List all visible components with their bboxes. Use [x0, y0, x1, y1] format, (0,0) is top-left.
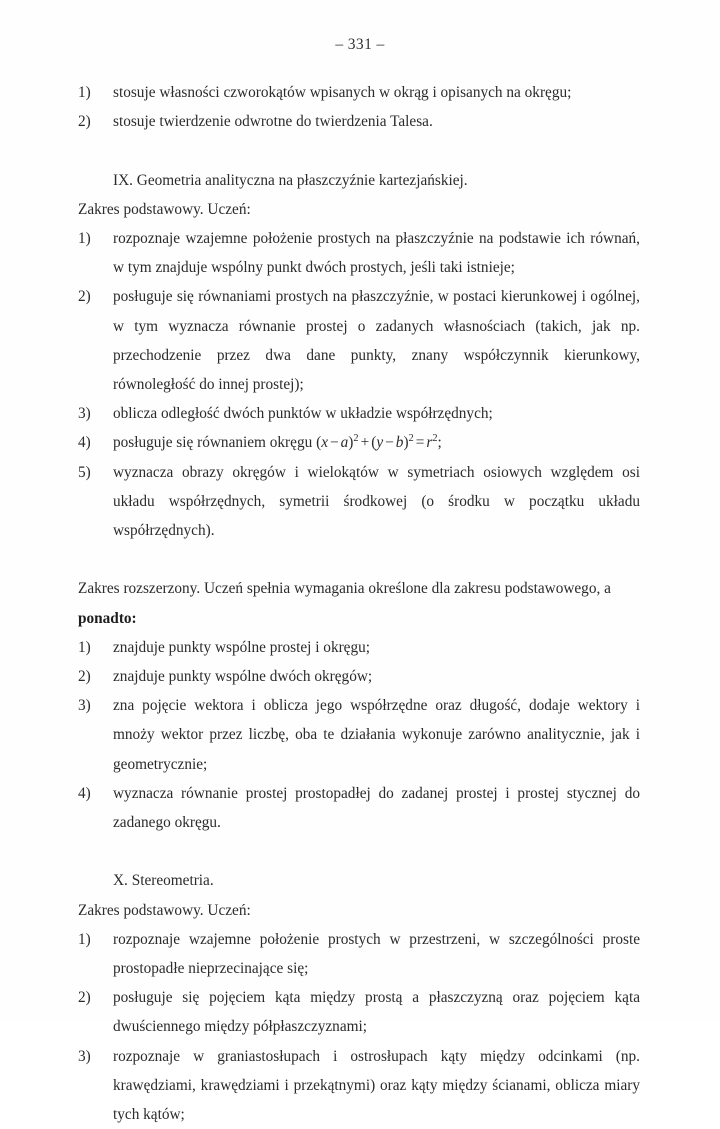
- formula-exponent: 2: [432, 433, 438, 445]
- list-marker: 3): [78, 405, 91, 423]
- list-item: [78, 925, 640, 983]
- list-item-text: znajduje punkty wspólne prostej i okręgu;: [113, 638, 371, 656]
- formula-var-b: b: [395, 434, 404, 452]
- list-item-text: zna pojęcie wektora i oblicza jego współrzędne oraz długość, dodaje wektory i mnoży wektor przez liczbę, oba te działania wykonuje zarówno analitycznie, jak i geometrycznie;: [113, 697, 640, 773]
- list-item-text: [113, 428, 640, 457]
- list-item-text: oblicza odległość dwóch punktów w układzie współrzędnych;: [113, 405, 493, 423]
- formula-exponent: 2: [353, 433, 359, 445]
- list-item-text-suffix: ;: [437, 434, 442, 452]
- list-item-text: rozpoznaje wzajemne położenie prostych w przestrzeni, w szczególności proste prostopadłe nieprzecinające się;: [113, 930, 640, 978]
- section-ix-extended-scope-intro-continued: ponadto:: [78, 609, 137, 627]
- formula-op-plus: +: [360, 434, 370, 452]
- formula-op-minus: −: [329, 434, 339, 452]
- formula-var-x: x: [321, 434, 328, 452]
- list-item: [78, 662, 640, 691]
- list-item: [78, 107, 640, 136]
- formula-exponent: 2: [408, 433, 414, 445]
- spacer: [78, 837, 640, 866]
- list-item: [78, 224, 640, 282]
- list-marker: 2): [78, 668, 91, 686]
- formula-var-y: y: [376, 434, 384, 452]
- section-ix-basic-scope-label: Zakres podstawowy. Uczeń:: [78, 200, 251, 218]
- section-x-basic-list: [78, 925, 640, 1129]
- page-number: – 331 –: [335, 36, 385, 53]
- list-item-text: stosuje twierdzenie odwrotne do twierdzenia Talesa.: [113, 113, 433, 131]
- list-marker: 2): [78, 989, 91, 1007]
- section-ix-extended-list: [78, 633, 640, 837]
- section-x-basic-scope-label: Zakres podstawowy. Uczeń:: [78, 901, 251, 919]
- list-marker: 1): [78, 638, 91, 656]
- list-item-text: wyznacza równanie prostej prostopadłej do zadanej prostej i prostej stycznej do zadanego okręgu.: [113, 784, 640, 832]
- list-item: [78, 282, 640, 399]
- list-marker: 1): [78, 930, 91, 948]
- list-item-text-prefix: posługuje się równaniem okręgu: [113, 434, 317, 452]
- list-marker: 4): [78, 784, 91, 802]
- list-marker: 4): [78, 434, 91, 452]
- formula-var-r: r: [426, 434, 433, 452]
- circle-equation-formula: $(x - a)^2 + (y - b)^2 = r^2$: [316, 433, 438, 452]
- section-ix-extended-scope-intro: Zakres rozszerzony. Uczeń spełnia wymagania określone dla zakresu podstawowego, a: [78, 580, 611, 598]
- list-marker: 3): [78, 1047, 91, 1065]
- list-item: [78, 633, 640, 662]
- list-marker: 2): [78, 288, 91, 306]
- formula-var-a: a: [340, 434, 349, 452]
- list-item-text: znajduje punkty wspólne dwóch okręgów;: [113, 668, 373, 686]
- list-item-text: posługuje się pojęciem kąta między prostą a płaszczyzną oraz pojęciem kąta dwuściennego między półpłaszczyznami;: [113, 989, 640, 1036]
- list-item: [78, 428, 640, 457]
- continued-list: [78, 78, 640, 136]
- list-item: [78, 983, 640, 1041]
- list-marker: 5): [78, 463, 91, 481]
- list-item: [78, 691, 640, 779]
- spacer: [78, 545, 640, 574]
- list-marker: 3): [78, 697, 91, 715]
- list-item: [78, 779, 640, 837]
- list-item-text: stosuje własności czworokątów wpisanych w okrąg i opisanych na okręgu;: [113, 84, 572, 101]
- formula-op-minus: −: [385, 434, 394, 452]
- list-marker: 1): [78, 84, 91, 101]
- page-content: [78, 78, 640, 1129]
- list-item: [78, 399, 640, 428]
- list-item-text: rozpoznaje wzajemne położenie prostych na płaszczyźnie na podstawie ich równań, w tym znajduje wspólny punkt dwóch prostych, jeśli taki istnieje;: [113, 230, 640, 277]
- formula-op-equals: =: [415, 434, 425, 452]
- list-item: [78, 458, 640, 546]
- spacer: [78, 136, 640, 165]
- list-item-text: rozpoznaje w graniastosłupach i ostrosłupach kąty między odcinkami (np. krawędziami, krawędziami i przekątnymi) oraz kąty między ścianami, oblicza miary tych kątów;: [113, 1047, 640, 1124]
- list-item: [78, 1042, 640, 1129]
- list-item: [78, 78, 640, 107]
- list-marker: 2): [78, 113, 91, 131]
- section-ix-basic-list: [78, 224, 640, 545]
- list-item-text: posługuje się równaniami prostych na płaszczyźnie, w postaci kierunkowej i ogólnej, w tym wyznacza równanie prostej o zadanych własnościach (takich, jak np. przechodzenie przez dwa dane punkty, znany współczynnik kierunkowy, równoległość do innej prostej);: [113, 288, 640, 394]
- list-marker: 1): [78, 230, 91, 247]
- list-item-text: wyznacza obrazy okręgów i wielokątów w symetriach osiowych względem osi układu współrzędnych, symetrii środkowej (o środku w początku układu współrzędnych).: [113, 463, 640, 540]
- section-ix-heading: IX. Geometria analityczna na płaszczyźnie kartezjańskiej.: [113, 171, 468, 189]
- section-x-heading: X. Stereometria.: [113, 872, 214, 890]
